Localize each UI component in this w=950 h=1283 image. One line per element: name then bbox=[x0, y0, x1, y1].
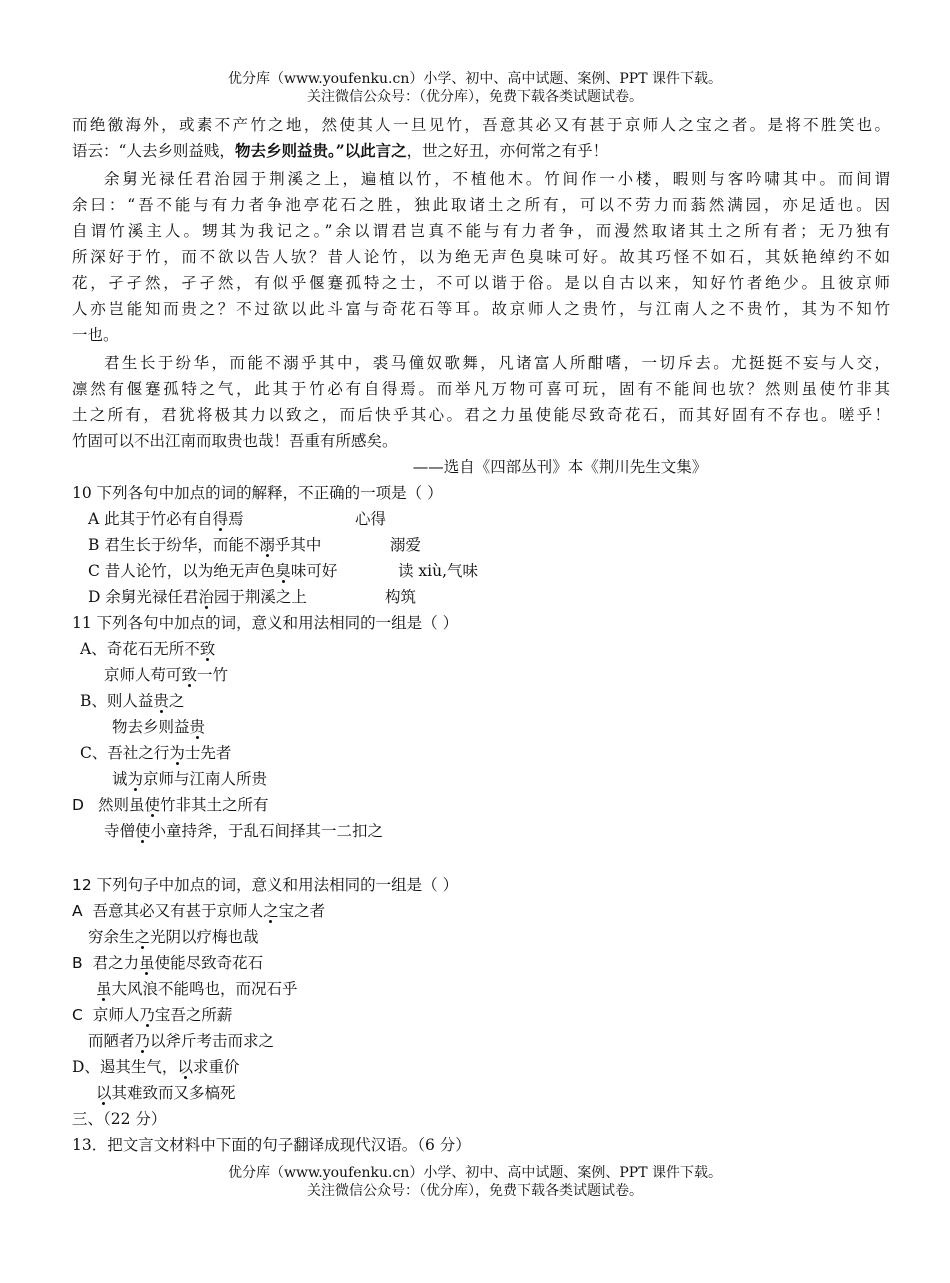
q12-option-b-sentence-1 bbox=[72, 950, 263, 976]
q11-option-c-sentence-1 bbox=[80, 740, 231, 766]
header-line-2: 关注微信公众号：（优分库），免费下载各类试题试卷。 bbox=[307, 89, 643, 105]
q11-option-b-sentence-2 bbox=[112, 714, 205, 740]
emphasis-dot-char: 臭 bbox=[275, 562, 291, 580]
passage-bold-text: 物去乡则益贵。”以此言之 bbox=[234, 141, 407, 160]
q10-option-c bbox=[88, 558, 337, 584]
q10-option-d-definition: 构筑 bbox=[385, 588, 417, 606]
emphasis-dot-char: 为 bbox=[127, 770, 144, 788]
q10-option-d bbox=[88, 584, 307, 610]
page-footer bbox=[0, 1164, 950, 1200]
question-12-stem bbox=[72, 872, 458, 898]
q12-option-d-sentence-2 bbox=[96, 1080, 236, 1106]
text-segment: 君之力 bbox=[92, 954, 140, 972]
q11-option-d-sentence-2 bbox=[104, 818, 383, 844]
passage-line: 自谓竹溪主人。甥其为我记之。”余以谓君岂真不能与有力者争，而漫然取诸其土之所有者；无乃独有 bbox=[72, 222, 890, 240]
passage-line: 凛然有偃蹇孤特之气，此其于竹必有自得焉。而举凡万物可喜可玩，固有不能间也欤？然则虽使竹非其 bbox=[72, 380, 890, 398]
passage-text: ，世之好丑，亦何常之有乎！ bbox=[406, 142, 609, 160]
header-line-1: 优分库（www.youfenku.cn）小学、初中、高中试题、案例、PPT 课件下载。 bbox=[227, 71, 722, 87]
q12-option-a-sentence-1 bbox=[72, 898, 325, 924]
emphasis-dot-char: 使 bbox=[135, 822, 151, 840]
emphasis-dot-char: 治 bbox=[198, 588, 214, 606]
passage-line: 竹固可以不出江南而取贵也哉！吾重有所感矣。 bbox=[72, 432, 398, 450]
text-segment: 诚 bbox=[112, 770, 128, 788]
q12-option-c-sentence-2 bbox=[88, 1028, 274, 1054]
q11-option-d-sentence-1 bbox=[72, 792, 268, 818]
emphasis-dot-char: 乃 bbox=[134, 1032, 151, 1050]
emphasis-dot-char: 虽 bbox=[139, 954, 155, 972]
emphasis-dot-char: 以 bbox=[96, 1084, 112, 1102]
text-segment: D bbox=[72, 796, 84, 814]
passage-text: 语云：“人去乡则益贱， bbox=[72, 142, 235, 160]
q11-option-b-sentence-1 bbox=[80, 688, 184, 714]
text-segment: D 余舅光禄任君 bbox=[88, 588, 199, 606]
passage-source: ——选自《四部丛刊》本《荆川先生文集》 bbox=[412, 458, 708, 476]
text-segment: 以斧斤考击而求之 bbox=[150, 1032, 275, 1050]
text-segment: A、奇花石无所不 bbox=[80, 640, 200, 658]
text-segment: 小童持斧，于乱石间择其一二扣之 bbox=[150, 822, 384, 840]
text-segment: 物去乡则益 bbox=[112, 718, 190, 736]
emphasis-dot-char: 乃 bbox=[139, 1006, 155, 1024]
question-10-stem: 10 下列各句中加点的词的解释，不正确的一项是（ ） bbox=[72, 484, 443, 502]
text-segment: 宝之者 bbox=[278, 902, 326, 920]
passage-line bbox=[72, 138, 608, 164]
text-segment: 宝吾之所薪 bbox=[154, 1006, 233, 1024]
passage-line: 余曰：“吾不能与有力者争池亭花石之胜，独此取诸土之所有，可以不劳力而蓊然满园，亦足适也。因 bbox=[72, 196, 890, 214]
passage-line: 一也。 bbox=[72, 326, 119, 344]
emphasis-dot-char: 为 bbox=[169, 744, 185, 762]
q10-option-c-definition: 读 xiù,气味 bbox=[398, 562, 479, 580]
q10-option-b-definition: 溺爱 bbox=[390, 536, 422, 554]
text-segment: 其难致而又多槁死 bbox=[111, 1084, 236, 1102]
text-segment: 京师人苟可 bbox=[104, 666, 182, 684]
emphasis-dot-char: 之 bbox=[263, 902, 279, 920]
passage-line: 余舅光禄任君治园于荆溪之上，遍植以竹，不植他木。竹间作一小楼，暇则与客吟啸其中。而间谓 bbox=[104, 170, 890, 188]
section-3-heading: 三、（22 分） bbox=[72, 1110, 167, 1128]
q11-option-a-sentence-1 bbox=[80, 636, 215, 662]
text-segment: 士先者 bbox=[184, 744, 232, 762]
question-11-stem: 11 下列各句中加点的词，意义和用法相同的一组是（ ） bbox=[72, 614, 459, 632]
text-segment: 竹非其土之所有 bbox=[159, 796, 269, 814]
emphasis-dot-char: 贵 bbox=[153, 692, 169, 710]
footer-line-1: 优分库（www.youfenku.cn）小学、初中、高中试题、案例、PPT 课件下载。 bbox=[227, 1165, 722, 1181]
emphasis-dot-char: 使 bbox=[144, 796, 160, 814]
q12-option-b-sentence-2 bbox=[96, 976, 298, 1002]
emphasis-dot-char: 致 bbox=[199, 640, 216, 658]
footer-line-2: 关注微信公众号：（优分库），免费下载各类试题试卷。 bbox=[307, 1183, 643, 1199]
q10-option-a-definition: 心得 bbox=[355, 510, 387, 528]
q10-option-a bbox=[88, 506, 244, 532]
passage-line: 人亦岂能知而贵之？不过欲以此斗富与奇花石等耳。故京师人之贵竹，与江南人之不贵竹，其为不知竹 bbox=[72, 300, 890, 318]
emphasis-dot-char: 虽 bbox=[96, 980, 112, 998]
text-segment: C bbox=[72, 1006, 83, 1024]
text-segment: 京师与江南人所贵 bbox=[143, 770, 268, 788]
q12-option-c-sentence-1 bbox=[72, 1002, 232, 1028]
text-segment: 焉 bbox=[228, 510, 244, 528]
passage-line: 所深好于竹，而不欲以告人欤？昔人论竹，以为绝无声色臭味可好。故其巧怪不如石，其妖艳绰约不如 bbox=[72, 248, 890, 266]
text-segment: 寺僧 bbox=[104, 822, 136, 840]
passage-line: 花，孑孑然，孑孑然，有似乎偃蹇孤特之士，不可以谐于俗。是以自古以来，知好竹者绝少。且彼京师 bbox=[72, 274, 890, 292]
q11-option-a-sentence-2 bbox=[104, 662, 228, 688]
q11-option-c-sentence-2 bbox=[112, 766, 267, 792]
text-segment: 京师人 bbox=[92, 1006, 140, 1024]
text-segment: 大风浪不能鸣也，而况石乎 bbox=[111, 980, 298, 998]
page-header bbox=[0, 70, 950, 106]
text-segment: 园于荆溪之上 bbox=[213, 588, 307, 606]
q12-option-d-sentence-1 bbox=[72, 1054, 239, 1080]
text-segment: 下列句子中加点的词，意义和用法相同的一组是（ ） bbox=[91, 876, 459, 894]
text-segment: 12 bbox=[72, 876, 92, 894]
text-segment: 使能尽致奇花石 bbox=[154, 954, 264, 972]
passage-line: 君生长于纷华，而能不溺乎其中，裘马僮奴歌舞，凡诸富人所酣嗜，一切斥去。尤挺挺不妄与人交， bbox=[104, 354, 890, 372]
emphasis-dot-char: 溺 bbox=[259, 536, 275, 554]
text-segment: C、吾社之行 bbox=[80, 744, 170, 762]
q10-option-b bbox=[88, 532, 321, 558]
passage-line: 而绝徼海外，或素不产竹之地，然使其人一旦见竹，吾意其必又有甚于京师人之宝之者。是将不胜笑也。 bbox=[72, 116, 890, 134]
emphasis-dot-char: 致 bbox=[181, 666, 198, 684]
emphasis-dot-char: 以 bbox=[177, 1058, 193, 1076]
emphasis-dot-char: 贵 bbox=[189, 718, 206, 736]
question-13-stem: 13．把文言文材料中下面的句子翻译成现代汉语。（6 分） bbox=[72, 1136, 471, 1154]
text-segment: B、则人益 bbox=[80, 692, 154, 710]
text-segment: 求重价 bbox=[192, 1058, 240, 1076]
text-segment: B 君生长于纷华，而能不 bbox=[88, 536, 260, 554]
passage-line: 土之所有，君犹将极其力以致之，而后快乎其心。君之力虽使能尽致奇花石，而其好固有不存也。嗟乎！ bbox=[72, 406, 890, 424]
text-segment: 乎其中 bbox=[274, 536, 322, 554]
text-segment: A 此其于竹必有自 bbox=[88, 510, 213, 528]
text-segment: 味可好 bbox=[290, 562, 338, 580]
text-segment: 而陋者 bbox=[88, 1032, 135, 1050]
text-segment: D、遏其生气， bbox=[72, 1058, 178, 1076]
text-segment: C 昔人论竹，以为绝无声色 bbox=[88, 562, 276, 580]
emphasis-dot-char: 之 bbox=[134, 928, 151, 946]
emphasis-dot-char: 得 bbox=[212, 510, 229, 528]
text-segment: 光阴以疗梅也哉 bbox=[150, 928, 259, 946]
text-segment: 之 bbox=[168, 692, 185, 710]
text-segment: B bbox=[72, 954, 83, 972]
text-segment: 穷余生 bbox=[88, 928, 135, 946]
text-segment: 然则虽 bbox=[97, 796, 145, 814]
text-segment: 吾意其必又有甚于京师人 bbox=[92, 902, 264, 920]
q12-option-a-sentence-2 bbox=[88, 924, 259, 950]
text-segment: A bbox=[72, 902, 83, 920]
text-segment: 一竹 bbox=[197, 666, 229, 684]
